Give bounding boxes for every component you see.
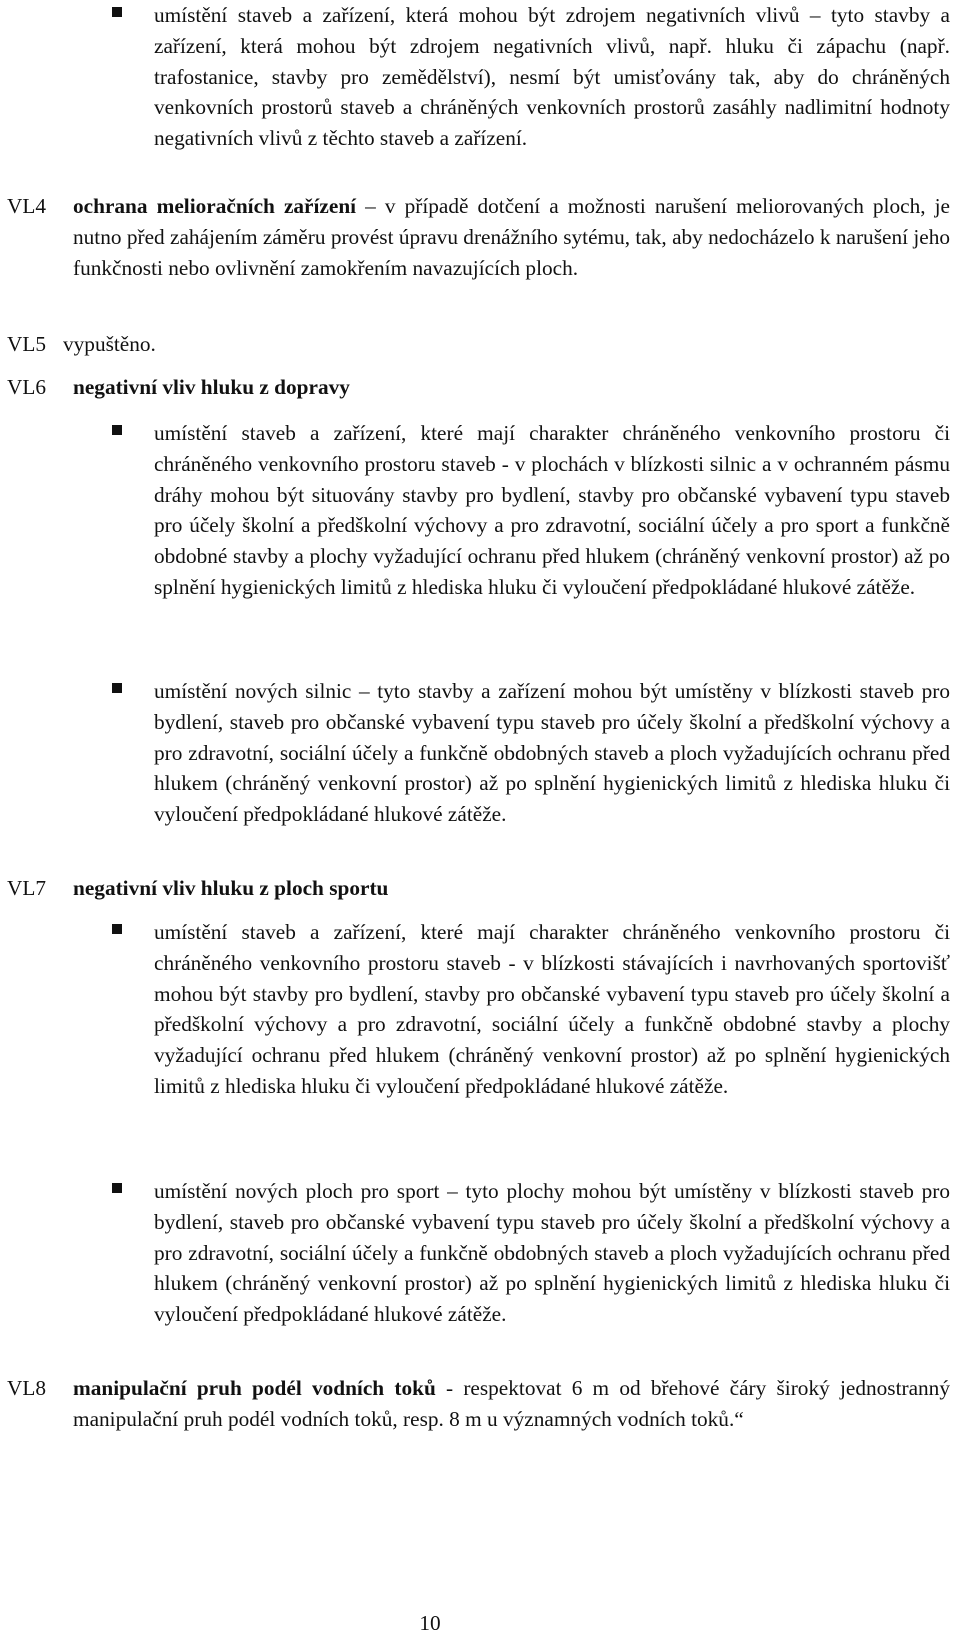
section-code: VL4 — [7, 194, 47, 218]
section-code: VL8 — [7, 1376, 47, 1400]
bullet-text: umístění staveb a zařízení, které mají charakter chráněného venkovního prostoru či chráněného venkovního prostoru staveb - v plochách v blízkosti silnic a v ochranném pásmu dráhy mohou být situovány stavby pro bydlení, stavby pro občanské vybavení typu staveb pro účely školní a předškolní výchovy a pro zdravotní, sociální účely a pro sport a funkčně obdobné stavby a plochy vyžadující ochranu před hlukem (chráněný venkovní prostor) až po splnění hygienických limitů z hlediska hluku či vyloučení předpokládané hlukové zátěže. — [154, 421, 950, 599]
section-code: VL7 — [7, 876, 47, 900]
list-item — [112, 1176, 950, 1364]
list-item — [112, 0, 950, 186]
section-vl7 — [7, 873, 950, 905]
list-item — [112, 676, 950, 864]
section-code: VL5 — [7, 332, 47, 356]
list-item — [112, 418, 950, 668]
bullet-text: umístění nových ploch pro sport – tyto plochy mohou být umístěny v blízkosti staveb pro bydlení, staveb pro občanské vybavení typu staveb pro účely školní a předškolní výchovy a pro zdravotní, sociální účely a funkčně obdobných staveb a ploch vyžadujících ochranu před hlukem (chráněný venkovní prostor) až po splnění hygienických limitů z hlediska hluku či vyloučení předpokládané hlukové zátěže. — [154, 1179, 950, 1327]
section-body — [73, 191, 950, 283]
bullet-text: umístění staveb a zařízení, které mají charakter chráněného venkovního prostoru či chráněného venkovního prostoru staveb - v blízkosti stávajících i navrhovaných sportovišť mohou být stavby pro bydlení, stavby pro občanské vybavení typu staveb pro účely školní a předškolní výchovy a pro zdravotní, sociální účely a funkčně obdobné stavby a plochy vyžadující ochranu před hlukem (chráněný venkovní prostor) až po splnění hygienických limitů z hlediska hluku či vyloučení předpokládané hlukové zátěže. — [154, 920, 950, 1098]
section-text: vypuštěno. — [63, 332, 156, 356]
bullet-text: umístění staveb a zařízení, která mohou být zdrojem negativních vlivů – tyto stavby a zařízení, která mohou být zdrojem negativních vlivů, např. hluku či zápachu (např. trafostanice, stavby pro zemědělství), nesmí být umisťovány tak, aby do chráněných venkovních prostorů staveb a chráněných venkovních prostorů zasáhly nadlimitní hodnoty negativních vlivů z těchto staveb a zařízení. — [154, 3, 950, 151]
section-heading: manipulační pruh podél vodních toků — [73, 1376, 436, 1400]
section-vl5 — [7, 329, 950, 361]
section-vl8 — [7, 1373, 950, 1468]
bullet-text: umístění nových silnic – tyto stavby a zařízení mohou být umístěny v blízkosti staveb pro bydlení, staveb pro občanské vybavení typu staveb pro účely školní a předškolní výchovy a pro zdravotní, sociální účely a funkčně obdobných staveb a ploch vyžadujících ochranu před hlukem (chráněný venkovní prostor) až po splnění hygienických limitů z hlediska hluku či vyloučení předpokládané hlukové zátěže. — [154, 679, 950, 827]
square-bullet-icon — [112, 425, 122, 435]
square-bullet-icon — [112, 683, 122, 693]
square-bullet-icon — [112, 1183, 122, 1193]
square-bullet-icon — [112, 7, 122, 17]
section-vl4 — [7, 191, 950, 316]
section-code: VL6 — [7, 375, 47, 399]
section-heading: negativní vliv hluku z dopravy — [73, 375, 350, 399]
square-bullet-icon — [112, 924, 122, 934]
section-text: - respektovat 6 m od břehové čáry široký jednostranný manipulační pruh podél vodních toků, resp. 8 m u významných vodních toků.“ — [73, 1376, 950, 1431]
section-text: – v případě dotčení a možnosti narušení meliorovaných ploch, je nutno před zahájením záměru provést úpravu drenážního sytému, tak, aby nedocházelo k narušení jeho funkčnosti nebo ovlivnění zamokřením navazujících ploch. — [73, 194, 950, 280]
section-heading: negativní vliv hluku z ploch sportu — [73, 876, 389, 900]
section-body — [73, 1373, 950, 1435]
page-number: 10 — [419, 1611, 441, 1635]
section-vl6 — [7, 372, 950, 404]
list-item — [112, 917, 950, 1167]
section-heading: ochrana melioračních zařízení — [73, 194, 357, 218]
